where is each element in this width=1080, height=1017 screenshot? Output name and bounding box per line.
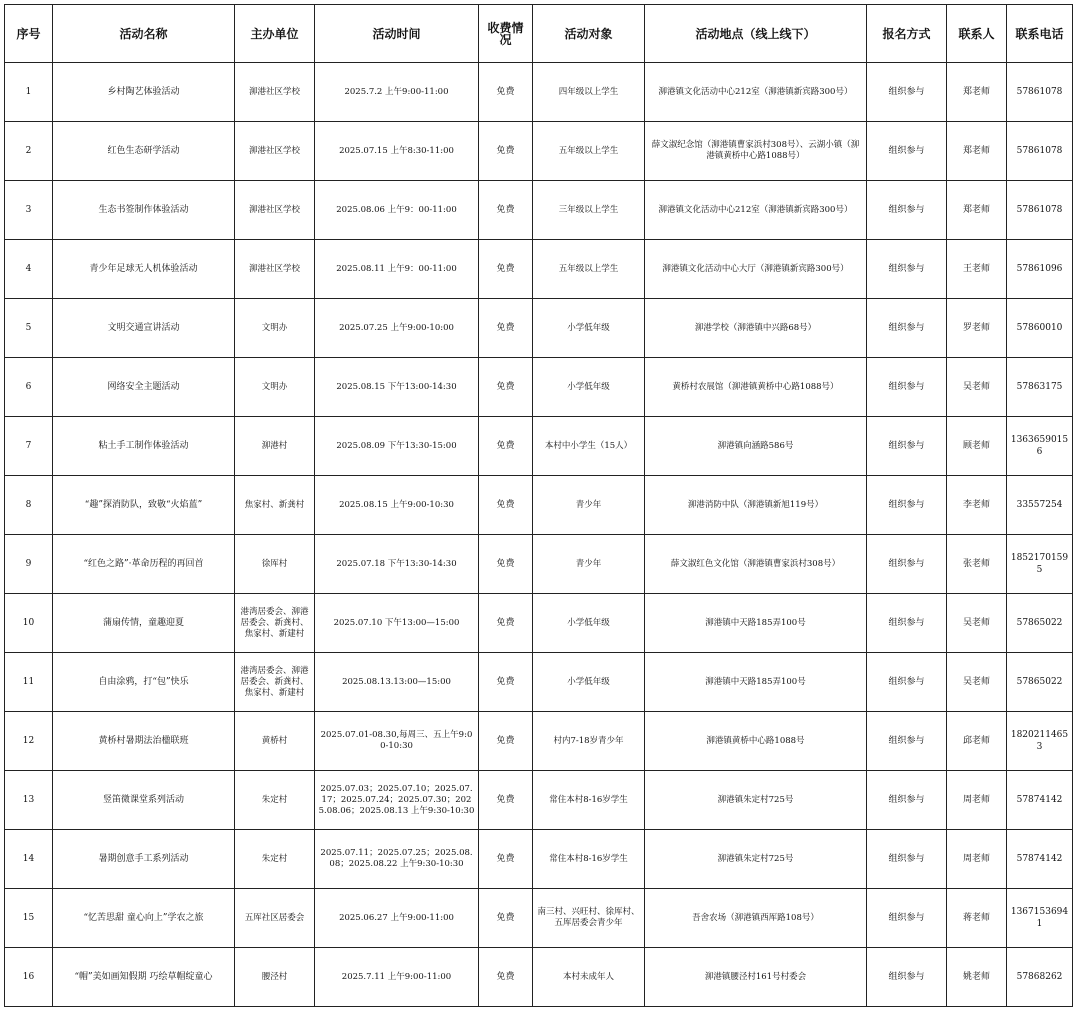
table-row <box>5 240 1073 299</box>
cell-phone: 57861078 <box>1007 63 1073 122</box>
cell-org: 朱定村 <box>235 830 315 889</box>
cell-phone: 57861078 <box>1007 181 1073 240</box>
cell-phone: 57860010 <box>1007 299 1073 358</box>
cell-name: 文明交通宣讲活动 <box>53 299 235 358</box>
cell-time: 2025.06.27 上午9:00-11:00 <box>315 889 479 948</box>
cell-org: 朱定村 <box>235 771 315 830</box>
table-row <box>5 181 1073 240</box>
cell-time: 2025.7.2 上午9:00-11:00 <box>315 63 479 122</box>
cell-place: 泖港镇黄桥中心路1088号 <box>645 712 867 771</box>
cell-phone: 57865022 <box>1007 594 1073 653</box>
cell-org: 泖港社区学校 <box>235 181 315 240</box>
table-row <box>5 535 1073 594</box>
cell-no: 9 <box>5 535 53 594</box>
cell-time: 2025.07.10 下午13:00—15:00 <box>315 594 479 653</box>
cell-no: 14 <box>5 830 53 889</box>
cell-place: 泖港镇向涵路586号 <box>645 417 867 476</box>
table-row <box>5 889 1073 948</box>
cell-contact: 周老师 <box>947 771 1007 830</box>
cell-signup: 组织参与 <box>867 181 947 240</box>
cell-fee: 免费 <box>479 63 533 122</box>
cell-no: 6 <box>5 358 53 417</box>
cell-signup: 组织参与 <box>867 948 947 1007</box>
cell-time: 2025.07.01-08.30,每周三、五上午9:00-10:30 <box>315 712 479 771</box>
cell-target: 村内7-18岁青少年 <box>533 712 645 771</box>
cell-target: 青少年 <box>533 476 645 535</box>
cell-time: 2025.07.18 下午13:30-14:30 <box>315 535 479 594</box>
table-row <box>5 122 1073 181</box>
table-row <box>5 948 1073 1007</box>
cell-place: 泖港镇文化活动中心212室（泖港镇新宾路300号） <box>645 63 867 122</box>
cell-place: 薛文淑纪念馆（泖港镇曹家浜村308号）、云湖小镇（泖港镇黄桥中心路1088号） <box>645 122 867 181</box>
cell-place: 薛文淑红色文化馆（泖港镇曹家浜村308号） <box>645 535 867 594</box>
cell-target: 五年级以上学生 <box>533 122 645 181</box>
cell-name: 青少年足球无人机体验活动 <box>53 240 235 299</box>
cell-signup: 组织参与 <box>867 63 947 122</box>
cell-time: 2025.08.15 下午13:00-14:30 <box>315 358 479 417</box>
table-row <box>5 653 1073 712</box>
cell-signup: 组织参与 <box>867 122 947 181</box>
cell-fee: 免费 <box>479 476 533 535</box>
cell-org: 泖港社区学校 <box>235 122 315 181</box>
col-header-place: 活动地点（线上线下） <box>645 5 867 63</box>
cell-time: 2025.07.03；2025.07.10；2025.07.17；2025.07.24；2025.07.30；2025.08.06；2025.08.13 上午9:30-10:30 <box>315 771 479 830</box>
cell-place: 泖港镇文化活动中心212室（泖港镇新宾路300号） <box>645 181 867 240</box>
cell-org: 文明办 <box>235 358 315 417</box>
cell-signup: 组织参与 <box>867 771 947 830</box>
cell-org: 港湾居委会、泖港居委会、新龚村、焦家村、新建村 <box>235 594 315 653</box>
col-header-org: 主办单位 <box>235 5 315 63</box>
cell-time: 2025.7.11 上午9:00-11:00 <box>315 948 479 1007</box>
table-row <box>5 417 1073 476</box>
cell-name: 竖笛微课堂系列活动 <box>53 771 235 830</box>
cell-phone: 18202114653 <box>1007 712 1073 771</box>
cell-target: 五年级以上学生 <box>533 240 645 299</box>
cell-time: 2025.07.15 上午8:30-11:00 <box>315 122 479 181</box>
cell-fee: 免费 <box>479 358 533 417</box>
cell-target: 常住本村8-16岁学生 <box>533 771 645 830</box>
cell-no: 7 <box>5 417 53 476</box>
cell-contact: 张老师 <box>947 535 1007 594</box>
cell-phone: 57874142 <box>1007 830 1073 889</box>
cell-time: 2025.08.13.13:00—15:00 <box>315 653 479 712</box>
cell-no: 16 <box>5 948 53 1007</box>
col-header-fee: 收费情况 <box>479 5 533 63</box>
cell-fee: 免费 <box>479 535 533 594</box>
cell-place: 泖港消防中队（泖港镇新旭119号） <box>645 476 867 535</box>
activity-table <box>4 4 1073 1007</box>
cell-place: 泖港镇腰泾村161号村委会 <box>645 948 867 1007</box>
cell-time: 2025.08.09 下午13:30-15:00 <box>315 417 479 476</box>
cell-signup: 组织参与 <box>867 476 947 535</box>
cell-signup: 组织参与 <box>867 240 947 299</box>
table-row <box>5 299 1073 358</box>
col-header-target: 活动对象 <box>533 5 645 63</box>
cell-name: 红色生态研学活动 <box>53 122 235 181</box>
cell-org: 焦家村、新龚村 <box>235 476 315 535</box>
cell-org: 五厍社区居委会 <box>235 889 315 948</box>
cell-phone: 57861078 <box>1007 122 1073 181</box>
cell-phone: 13636590156 <box>1007 417 1073 476</box>
cell-phone: 57861096 <box>1007 240 1073 299</box>
cell-place: 吾舍农场（泖港镇西厍路108号） <box>645 889 867 948</box>
cell-fee: 免费 <box>479 889 533 948</box>
cell-org: 泖港村 <box>235 417 315 476</box>
cell-name: 乡村陶艺体验活动 <box>53 63 235 122</box>
cell-org: 泖港社区学校 <box>235 63 315 122</box>
cell-fee: 免费 <box>479 948 533 1007</box>
cell-target: 本村中小学生（15人） <box>533 417 645 476</box>
cell-no: 15 <box>5 889 53 948</box>
cell-org: 文明办 <box>235 299 315 358</box>
cell-target: 三年级以上学生 <box>533 181 645 240</box>
cell-phone: 57865022 <box>1007 653 1073 712</box>
cell-target: 四年级以上学生 <box>533 63 645 122</box>
cell-phone: 57863175 <box>1007 358 1073 417</box>
cell-no: 2 <box>5 122 53 181</box>
cell-time: 2025.07.11；2025.07.25；2025.08.08；2025.08.22 上午9:30-10:30 <box>315 830 479 889</box>
cell-fee: 免费 <box>479 181 533 240</box>
cell-time: 2025.08.06 上午9：00-11:00 <box>315 181 479 240</box>
cell-org: 泖港社区学校 <box>235 240 315 299</box>
cell-place: 黄桥村农展馆（泖港镇黄桥中心路1088号） <box>645 358 867 417</box>
cell-target: 常住本村8-16岁学生 <box>533 830 645 889</box>
cell-contact: 郑老师 <box>947 181 1007 240</box>
cell-name: 自由涂鸦，打“包”快乐 <box>53 653 235 712</box>
cell-target: 小学低年级 <box>533 299 645 358</box>
cell-phone: 18521701595 <box>1007 535 1073 594</box>
cell-no: 5 <box>5 299 53 358</box>
cell-contact: 姚老师 <box>947 948 1007 1007</box>
cell-fee: 免费 <box>479 122 533 181</box>
col-header-name: 活动名称 <box>53 5 235 63</box>
cell-fee: 免费 <box>479 299 533 358</box>
col-header-no: 序号 <box>5 5 53 63</box>
cell-name: 网络安全主题活动 <box>53 358 235 417</box>
cell-contact: 吴老师 <box>947 594 1007 653</box>
cell-no: 13 <box>5 771 53 830</box>
cell-phone: 33557254 <box>1007 476 1073 535</box>
cell-time: 2025.08.11 上午9：00-11:00 <box>315 240 479 299</box>
cell-target: 小学低年级 <box>533 358 645 417</box>
cell-fee: 免费 <box>479 594 533 653</box>
cell-place: 泖港镇文化活动中心大厅（泖港镇新宾路300号） <box>645 240 867 299</box>
cell-no: 4 <box>5 240 53 299</box>
table-row <box>5 830 1073 889</box>
cell-contact: 罗老师 <box>947 299 1007 358</box>
cell-fee: 免费 <box>479 240 533 299</box>
cell-target: 本村未成年人 <box>533 948 645 1007</box>
cell-fee: 免费 <box>479 830 533 889</box>
cell-contact: 郑老师 <box>947 63 1007 122</box>
col-header-signup: 报名方式 <box>867 5 947 63</box>
cell-fee: 免费 <box>479 712 533 771</box>
table-row <box>5 771 1073 830</box>
table-row <box>5 63 1073 122</box>
cell-no: 12 <box>5 712 53 771</box>
cell-contact: 李老师 <box>947 476 1007 535</box>
cell-place: 泖港镇朱定村725号 <box>645 771 867 830</box>
cell-signup: 组织参与 <box>867 712 947 771</box>
col-header-time: 活动时间 <box>315 5 479 63</box>
cell-signup: 组织参与 <box>867 830 947 889</box>
cell-place: 泖港镇中天路185弄100号 <box>645 594 867 653</box>
cell-name: “趣”探消防队，致敬“火焰蓝” <box>53 476 235 535</box>
cell-time: 2025.08.15 上午9:00-10:30 <box>315 476 479 535</box>
col-header-phone: 联系电话 <box>1007 5 1073 63</box>
cell-contact: 顾老师 <box>947 417 1007 476</box>
cell-target: 小学低年级 <box>533 594 645 653</box>
cell-contact: 周老师 <box>947 830 1007 889</box>
cell-place: 泖港镇朱定村725号 <box>645 830 867 889</box>
cell-fee: 免费 <box>479 417 533 476</box>
cell-org: 港湾居委会、泖港居委会、新龚村、焦家村、新建村 <box>235 653 315 712</box>
table-row <box>5 476 1073 535</box>
cell-no: 3 <box>5 181 53 240</box>
cell-phone: 13671536941 <box>1007 889 1073 948</box>
cell-contact: 吴老师 <box>947 653 1007 712</box>
cell-place: 泖港学校（泖港镇中兴路68号） <box>645 299 867 358</box>
cell-name: 生态书签制作体验活动 <box>53 181 235 240</box>
table-row <box>5 712 1073 771</box>
table-body <box>5 63 1073 1007</box>
cell-signup: 组织参与 <box>867 594 947 653</box>
cell-org: 腰泾村 <box>235 948 315 1007</box>
cell-signup: 组织参与 <box>867 358 947 417</box>
cell-contact: 王老师 <box>947 240 1007 299</box>
header-row <box>5 5 1073 63</box>
cell-signup: 组织参与 <box>867 417 947 476</box>
cell-name: 黄桥村暑期法治楹联班 <box>53 712 235 771</box>
cell-place: 泖港镇中天路185弄100号 <box>645 653 867 712</box>
cell-contact: 蒋老师 <box>947 889 1007 948</box>
cell-name: 暑期创意手工系列活动 <box>53 830 235 889</box>
cell-no: 10 <box>5 594 53 653</box>
cell-signup: 组织参与 <box>867 535 947 594</box>
table-row <box>5 594 1073 653</box>
cell-signup: 组织参与 <box>867 299 947 358</box>
cell-phone: 57874142 <box>1007 771 1073 830</box>
cell-fee: 免费 <box>479 653 533 712</box>
cell-name: “帽”美如画知假期 巧绘草帽绽童心 <box>53 948 235 1007</box>
cell-no: 11 <box>5 653 53 712</box>
cell-name: “忆苦思甜 童心向上”学农之旅 <box>53 889 235 948</box>
cell-phone: 57868262 <box>1007 948 1073 1007</box>
cell-name: 粘土手工制作体验活动 <box>53 417 235 476</box>
cell-no: 8 <box>5 476 53 535</box>
table-row <box>5 358 1073 417</box>
cell-signup: 组织参与 <box>867 889 947 948</box>
col-header-contact: 联系人 <box>947 5 1007 63</box>
cell-org: 黄桥村 <box>235 712 315 771</box>
cell-contact: 邱老师 <box>947 712 1007 771</box>
cell-target: 南三村、兴旺村、徐厍村、五厍居委会青少年 <box>533 889 645 948</box>
cell-target: 青少年 <box>533 535 645 594</box>
cell-target: 小学低年级 <box>533 653 645 712</box>
cell-no: 1 <box>5 63 53 122</box>
cell-fee: 免费 <box>479 771 533 830</box>
cell-org: 徐厍村 <box>235 535 315 594</box>
cell-name: 蒲扇传情，童趣迎夏 <box>53 594 235 653</box>
cell-time: 2025.07.25 上午9:00-10:00 <box>315 299 479 358</box>
cell-contact: 郑老师 <box>947 122 1007 181</box>
cell-contact: 吴老师 <box>947 358 1007 417</box>
cell-signup: 组织参与 <box>867 653 947 712</box>
cell-name: “红色之路”·革命历程的再回首 <box>53 535 235 594</box>
